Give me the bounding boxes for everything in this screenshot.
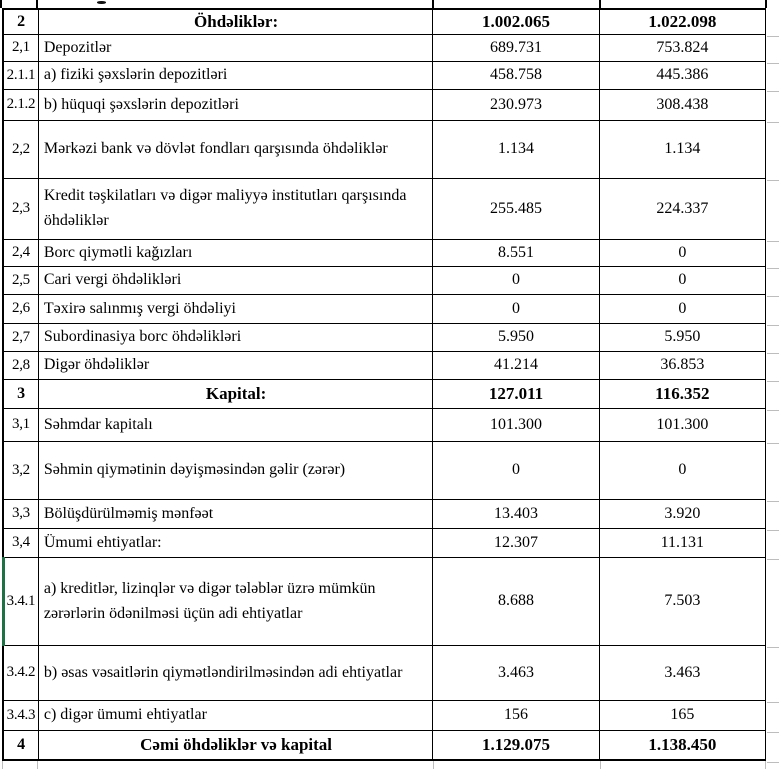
gridline-segment bbox=[767, 443, 779, 444]
table-row bbox=[4, 352, 765, 380]
value-col-1-cell: 0 bbox=[433, 295, 599, 323]
value-col-2-cell: 165 bbox=[670, 706, 695, 724]
table-row bbox=[4, 701, 765, 731]
table-row bbox=[4, 558, 765, 646]
value-col-2-cell: 0 bbox=[678, 299, 687, 317]
value-col-2-cell: 11.131 bbox=[660, 533, 705, 551]
row-number-cell: 3 bbox=[4, 380, 39, 408]
value-col-2-cell: 1.138.450 bbox=[648, 734, 717, 754]
item-label-cell: Digər öhdəliklər bbox=[39, 352, 433, 379]
gridline-segment bbox=[0, 0, 2, 8]
gridline-segment bbox=[767, 530, 779, 531]
gridline-segment bbox=[2, 761, 3, 769]
gridline-segment bbox=[767, 180, 779, 181]
row-number-cell: 3.4.3 bbox=[4, 701, 39, 730]
row-number-cell: 3,4 bbox=[4, 529, 39, 557]
row-number-cell: 3,3 bbox=[4, 500, 39, 528]
value-col-2-cell: 1.134 bbox=[664, 140, 701, 158]
table-row bbox=[4, 380, 765, 409]
row-number-cell: 2,5 bbox=[4, 267, 39, 294]
row-number-cell: 2,8 bbox=[4, 352, 39, 379]
value-col-2-cell: 445.386 bbox=[656, 66, 709, 84]
value-col-1-cell: 1.002.065 bbox=[433, 10, 599, 34]
gridline-segment bbox=[767, 381, 779, 382]
item-label-cell: Cəmi öhdəliklər və kapital bbox=[39, 731, 433, 759]
value-col-1-cell: 5.950 bbox=[433, 324, 599, 351]
item-label-cell: Kapital: bbox=[39, 380, 433, 408]
gridline-segment bbox=[765, 761, 766, 769]
table-row bbox=[4, 179, 765, 240]
value-col-1-cell: 8.551 bbox=[433, 240, 599, 266]
item-label-cell: Borc qiymətli kağızları bbox=[39, 240, 433, 266]
clipped-row-below bbox=[0, 761, 779, 769]
value-col-2-cell: 3.463 bbox=[664, 663, 701, 681]
table-row bbox=[4, 500, 765, 529]
value-col-1-cell: 0 bbox=[433, 267, 599, 294]
value-col-2-cell: 308.438 bbox=[656, 95, 709, 113]
table-row bbox=[4, 409, 765, 442]
row-number-cell: 3.4.1 bbox=[4, 558, 39, 645]
table-row bbox=[4, 295, 765, 324]
item-label-cell: b) hüquqi şəxslərin depozitləri bbox=[39, 90, 433, 120]
value-col-2-cell: 0 bbox=[678, 243, 687, 261]
table-row bbox=[4, 731, 765, 761]
item-label-cell: Təxirə salınmış vergi öhdəliyi bbox=[39, 295, 433, 323]
gridline-segment bbox=[767, 241, 779, 242]
value-col-2-cell: 116.352 bbox=[655, 383, 710, 403]
gridline-segment bbox=[600, 761, 601, 769]
value-col-1-cell: 127.011 bbox=[433, 380, 599, 408]
item-label-cell: Subordinasiya borc öhdəlikləri bbox=[39, 324, 433, 351]
value-col-2-cell: 36.853 bbox=[660, 356, 705, 374]
value-col-1-cell: 101.300 bbox=[433, 409, 599, 441]
item-label-cell: Ümumi ehtiyatlar: bbox=[39, 529, 433, 557]
gridline-segment bbox=[767, 732, 779, 733]
gridline-segment bbox=[767, 410, 779, 411]
table-row bbox=[4, 442, 765, 500]
value-col-1-cell: 8.688 bbox=[433, 558, 599, 645]
value-col-2-cell: 7.503 bbox=[664, 592, 701, 610]
row-number-cell: 2,7 bbox=[4, 324, 39, 351]
row-number-cell: 4 bbox=[4, 731, 39, 759]
value-col-1-cell: 689.731 bbox=[433, 35, 599, 61]
gridline-segment bbox=[767, 702, 779, 703]
value-col-1-cell: 0 bbox=[433, 442, 599, 499]
gridline-segment bbox=[767, 325, 779, 326]
gridline-segment bbox=[432, 0, 434, 8]
item-label-cell: Səhmin qiymətinin dəyişməsindən gəlir (zərər) bbox=[39, 442, 433, 499]
gridline-segment bbox=[767, 647, 779, 648]
value-col-1-cell: 1.129.075 bbox=[433, 731, 599, 759]
value-col-1-cell: 41.214 bbox=[433, 352, 599, 379]
gridline-segment bbox=[767, 353, 779, 354]
row-number-cell: 2,6 bbox=[4, 295, 39, 323]
row-number-cell: 2,1 bbox=[4, 35, 39, 61]
clipped-text-remnant bbox=[97, 1, 106, 4]
value-col-2-cell: 224.337 bbox=[656, 199, 709, 217]
table-row bbox=[4, 240, 765, 267]
value-col-2-cell: 0 bbox=[678, 461, 687, 479]
value-col-1-cell: 255.485 bbox=[433, 179, 599, 239]
table-row bbox=[4, 267, 765, 295]
item-label-cell: Mərkəzi bank və dövlət fondları qarşısında öhdəliklər bbox=[39, 121, 433, 178]
row-number-cell: 2 bbox=[4, 10, 39, 34]
row-number-cell: 3.4.2 bbox=[4, 646, 39, 700]
item-label-cell: b) əsas vəsaitlərin qiymətləndirilməsindən adi ehtiyatlar bbox=[39, 646, 433, 700]
liabilities-capital-table bbox=[2, 8, 766, 761]
gridline-segment bbox=[433, 761, 434, 769]
value-col-1-cell: 230.973 bbox=[433, 90, 599, 120]
gridline-segment bbox=[767, 91, 779, 92]
item-label-cell: Səhmdar kapitalı bbox=[39, 409, 433, 441]
clipped-row-above bbox=[0, 0, 779, 8]
gridline-segment bbox=[767, 122, 779, 123]
table-row bbox=[4, 529, 765, 558]
table-row bbox=[4, 35, 765, 62]
value-col-1-cell: 1.134 bbox=[433, 121, 599, 178]
adjacent-column-gridlines bbox=[767, 0, 779, 769]
table-row bbox=[4, 90, 765, 121]
row-number-cell: 2,3 bbox=[4, 179, 39, 239]
value-col-1-cell: 12.307 bbox=[433, 529, 599, 557]
gridline-segment bbox=[37, 761, 38, 769]
row-number-cell: 2.1.1 bbox=[4, 62, 39, 89]
table-row bbox=[4, 646, 765, 701]
table-row bbox=[4, 121, 765, 179]
value-col-2-cell: 0 bbox=[678, 271, 687, 289]
row-number-cell: 3,1 bbox=[4, 409, 39, 441]
row-number-cell: 2.1.2 bbox=[4, 90, 39, 120]
row-number-cell: 2,4 bbox=[4, 240, 39, 266]
value-col-2-cell: 101.300 bbox=[656, 415, 709, 433]
item-label-cell: c) digər ümumi ehtiyatlar bbox=[39, 701, 433, 730]
gridline-segment bbox=[36, 0, 38, 8]
item-label-cell: Öhdəliklər: bbox=[39, 10, 433, 34]
item-label-cell: Depozitlər bbox=[39, 35, 433, 61]
value-col-2-cell: 1.022.098 bbox=[648, 11, 717, 31]
row-number-cell: 3,2 bbox=[4, 442, 39, 499]
value-col-2-cell: 753.824 bbox=[656, 38, 709, 56]
item-label-cell: a) kreditlər, lizinqlər və digər tələblər üzrə mümkün zərərlərin ödənilməsi üçün adi ehtiyatlar bbox=[39, 558, 433, 645]
gridline-segment bbox=[767, 559, 779, 560]
gridline-segment bbox=[767, 63, 779, 64]
gridline-segment bbox=[767, 296, 779, 297]
table-row bbox=[4, 62, 765, 90]
gridline-segment bbox=[767, 501, 779, 502]
item-label-cell: Bölüşdürülməmiş mənfəət bbox=[39, 500, 433, 528]
value-col-2-cell: 5.950 bbox=[664, 328, 701, 346]
row-number-cell: 2,2 bbox=[4, 121, 39, 178]
value-col-1-cell: 3.463 bbox=[433, 646, 599, 700]
gridline-segment bbox=[599, 0, 601, 8]
gridline-segment bbox=[767, 36, 779, 37]
value-col-2-cell: 3.920 bbox=[664, 504, 701, 522]
item-label-cell: Kredit təşkilatları və digər maliyyə institutları qarşısında öhdəliklər bbox=[39, 179, 433, 239]
gridline-segment bbox=[767, 268, 779, 269]
item-label-cell: a) fiziki şəxslərin depozitləri bbox=[39, 62, 433, 89]
value-col-1-cell: 156 bbox=[433, 701, 599, 730]
value-col-1-cell: 458.758 bbox=[433, 62, 599, 89]
table-row bbox=[4, 10, 765, 35]
value-col-1-cell: 13.403 bbox=[433, 500, 599, 528]
table-row bbox=[4, 324, 765, 352]
item-label-cell: Cari vergi öhdəlikləri bbox=[39, 267, 433, 294]
